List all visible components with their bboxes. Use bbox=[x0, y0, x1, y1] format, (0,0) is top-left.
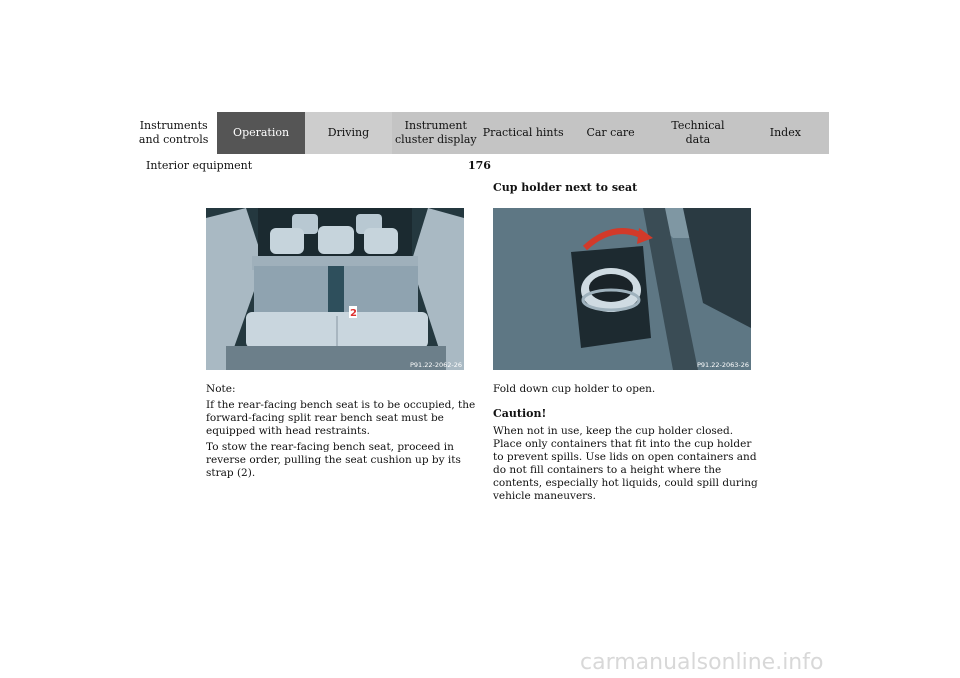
chapter-tabs bbox=[130, 112, 829, 154]
tab-instruments-controls[interactable]: Instruments and controls bbox=[130, 112, 217, 154]
note-paragraph-1: If the rear-facing bench seat is to be occupied, the forward-facing split rear bench seat must be equipped with head restraints. bbox=[206, 399, 476, 437]
section-title: Interior equipment bbox=[146, 159, 253, 172]
note-paragraph-2: To stow the rear-facing bench seat, proceed in reverse order, pulling the seat cushion up by its strap (2). bbox=[206, 441, 461, 479]
tab-instrument-cluster-display[interactable]: Instrument cluster display bbox=[392, 112, 479, 154]
cup-holder-figure bbox=[493, 208, 751, 370]
caution-text: When not in use, keep the cup holder closed. Place only containers that fit into the cup holder to prevent spills. Use lids on open containers and do not fill containers to a height where the contents, especially hot liquids, could spill during vehicle maneuvers. bbox=[493, 425, 758, 502]
figure-code-left: P91.22-2062-26 bbox=[410, 361, 463, 369]
tab-operation[interactable]: Operation bbox=[217, 112, 304, 154]
tab-driving[interactable]: Driving bbox=[305, 112, 392, 154]
cup-holder-heading: Cup holder next to seat bbox=[493, 181, 638, 194]
cup-holder-caption: Fold down cup holder to open. bbox=[493, 383, 656, 395]
note-label: Note: bbox=[206, 383, 236, 395]
caution-label: Caution! bbox=[493, 407, 547, 420]
callout-2: 2 bbox=[350, 308, 357, 319]
page-number: 176 bbox=[468, 159, 491, 172]
tab-index[interactable]: Index bbox=[742, 112, 829, 154]
rear-bench-seat-figure bbox=[206, 208, 464, 370]
tab-car-care[interactable]: Car care bbox=[567, 112, 654, 154]
tab-practical-hints[interactable]: Practical hints bbox=[480, 112, 567, 154]
tab-technical-data[interactable]: Technical data bbox=[654, 112, 741, 154]
figure-code-right: P91.22-2063-26 bbox=[697, 361, 750, 369]
watermark: carmanualsonline.info bbox=[580, 650, 824, 675]
